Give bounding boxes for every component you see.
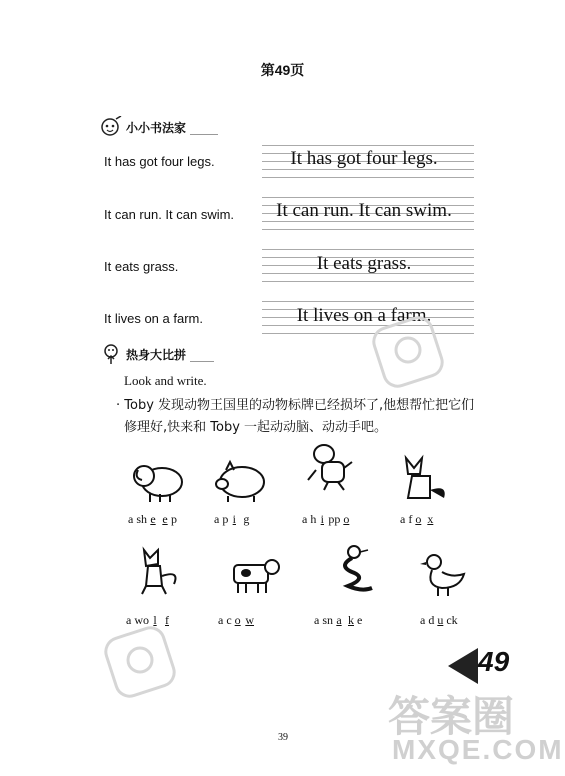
- word-sheep: a sh e e p: [128, 512, 177, 526]
- blank-duck-1[interactable]: u: [437, 613, 444, 627]
- blank-fox-1[interactable]: o: [415, 512, 422, 526]
- blank-cow-1[interactable]: o: [234, 613, 241, 627]
- watermark-url: MXQE.COM: [392, 734, 564, 765]
- blank-pig-1[interactable]: i: [232, 512, 236, 526]
- runner-icon: [100, 343, 122, 365]
- handwriting-2: It can run. It can swim.: [276, 200, 452, 221]
- fox-picture: [398, 454, 454, 504]
- section2-title: 热身大比拼: [126, 347, 187, 362]
- pig-picture: [212, 456, 268, 506]
- blank-fox-2[interactable]: x: [427, 512, 434, 526]
- sentence-4: It lives on a farm.: [104, 311, 203, 326]
- word-cow: a c o w: [218, 613, 254, 627]
- snake-picture: [328, 544, 384, 594]
- blank-wolf-1[interactable]: l: [153, 613, 157, 627]
- section2-header: [100, 343, 214, 365]
- blank-snake-1[interactable]: a: [336, 613, 342, 627]
- duck-picture: [416, 552, 472, 602]
- blank-wolf-2[interactable]: f: [165, 613, 169, 627]
- section1-title-bar: [190, 120, 218, 135]
- word-wolf: a wo l f: [126, 613, 173, 628]
- corner-page-number: 49: [478, 646, 510, 677]
- section2-title-bar: [190, 347, 214, 362]
- blank-hippo-1[interactable]: i: [320, 512, 324, 526]
- page-title: 第49页: [260, 62, 305, 78]
- instruction-en: Look and write.: [124, 373, 207, 388]
- handwriting-4: It lives on a farm.: [296, 305, 432, 326]
- handwriting-3: It eats grass.: [316, 253, 412, 274]
- page-number: 39: [278, 732, 288, 743]
- blank-cow-2[interactable]: w: [245, 613, 254, 627]
- wolf-picture: [130, 546, 186, 596]
- cow-picture: [228, 553, 284, 603]
- watermark-brand: 答案圈: [388, 692, 515, 741]
- blank-snake-2[interactable]: k: [348, 613, 354, 627]
- hippo-picture: [302, 442, 358, 492]
- word-pig: a p i g: [214, 512, 252, 527]
- blank-sheep-2[interactable]: e: [162, 512, 168, 526]
- section1-title: 小小书法家: [126, 120, 187, 135]
- calligraphy-icon: [100, 116, 122, 138]
- sentence-3: It eats grass.: [104, 259, 179, 274]
- blank-sheep-1[interactable]: e: [150, 512, 156, 526]
- blank-pig-2[interactable]: g: [243, 512, 250, 526]
- word-hippo: a h i pp o: [302, 512, 352, 527]
- watermark-stamp-icon-2: [104, 626, 176, 698]
- handwriting-1: It has got four legs.: [290, 148, 438, 169]
- word-fox: a f o x: [400, 512, 436, 527]
- sentence-2: It can run. It can swim.: [104, 207, 235, 222]
- word-duck: a d u ck: [420, 613, 458, 627]
- section1-header: [100, 116, 218, 138]
- blank-hippo-2[interactable]: o: [343, 512, 350, 526]
- instruction-cn-line2: 修理好,快来和 Toby 一起动动脑、动动手吧。: [124, 420, 388, 435]
- sentence-1: It has got four legs.: [104, 154, 215, 169]
- word-snake: a sn a k e: [314, 613, 363, 627]
- sheep-picture: [130, 456, 186, 506]
- watermark-stamp-icon: [372, 316, 444, 388]
- instruction-cn-line1: · Toby 发现动物王国里的动物标牌已经损坏了,他想帮忙把它们: [116, 398, 475, 413]
